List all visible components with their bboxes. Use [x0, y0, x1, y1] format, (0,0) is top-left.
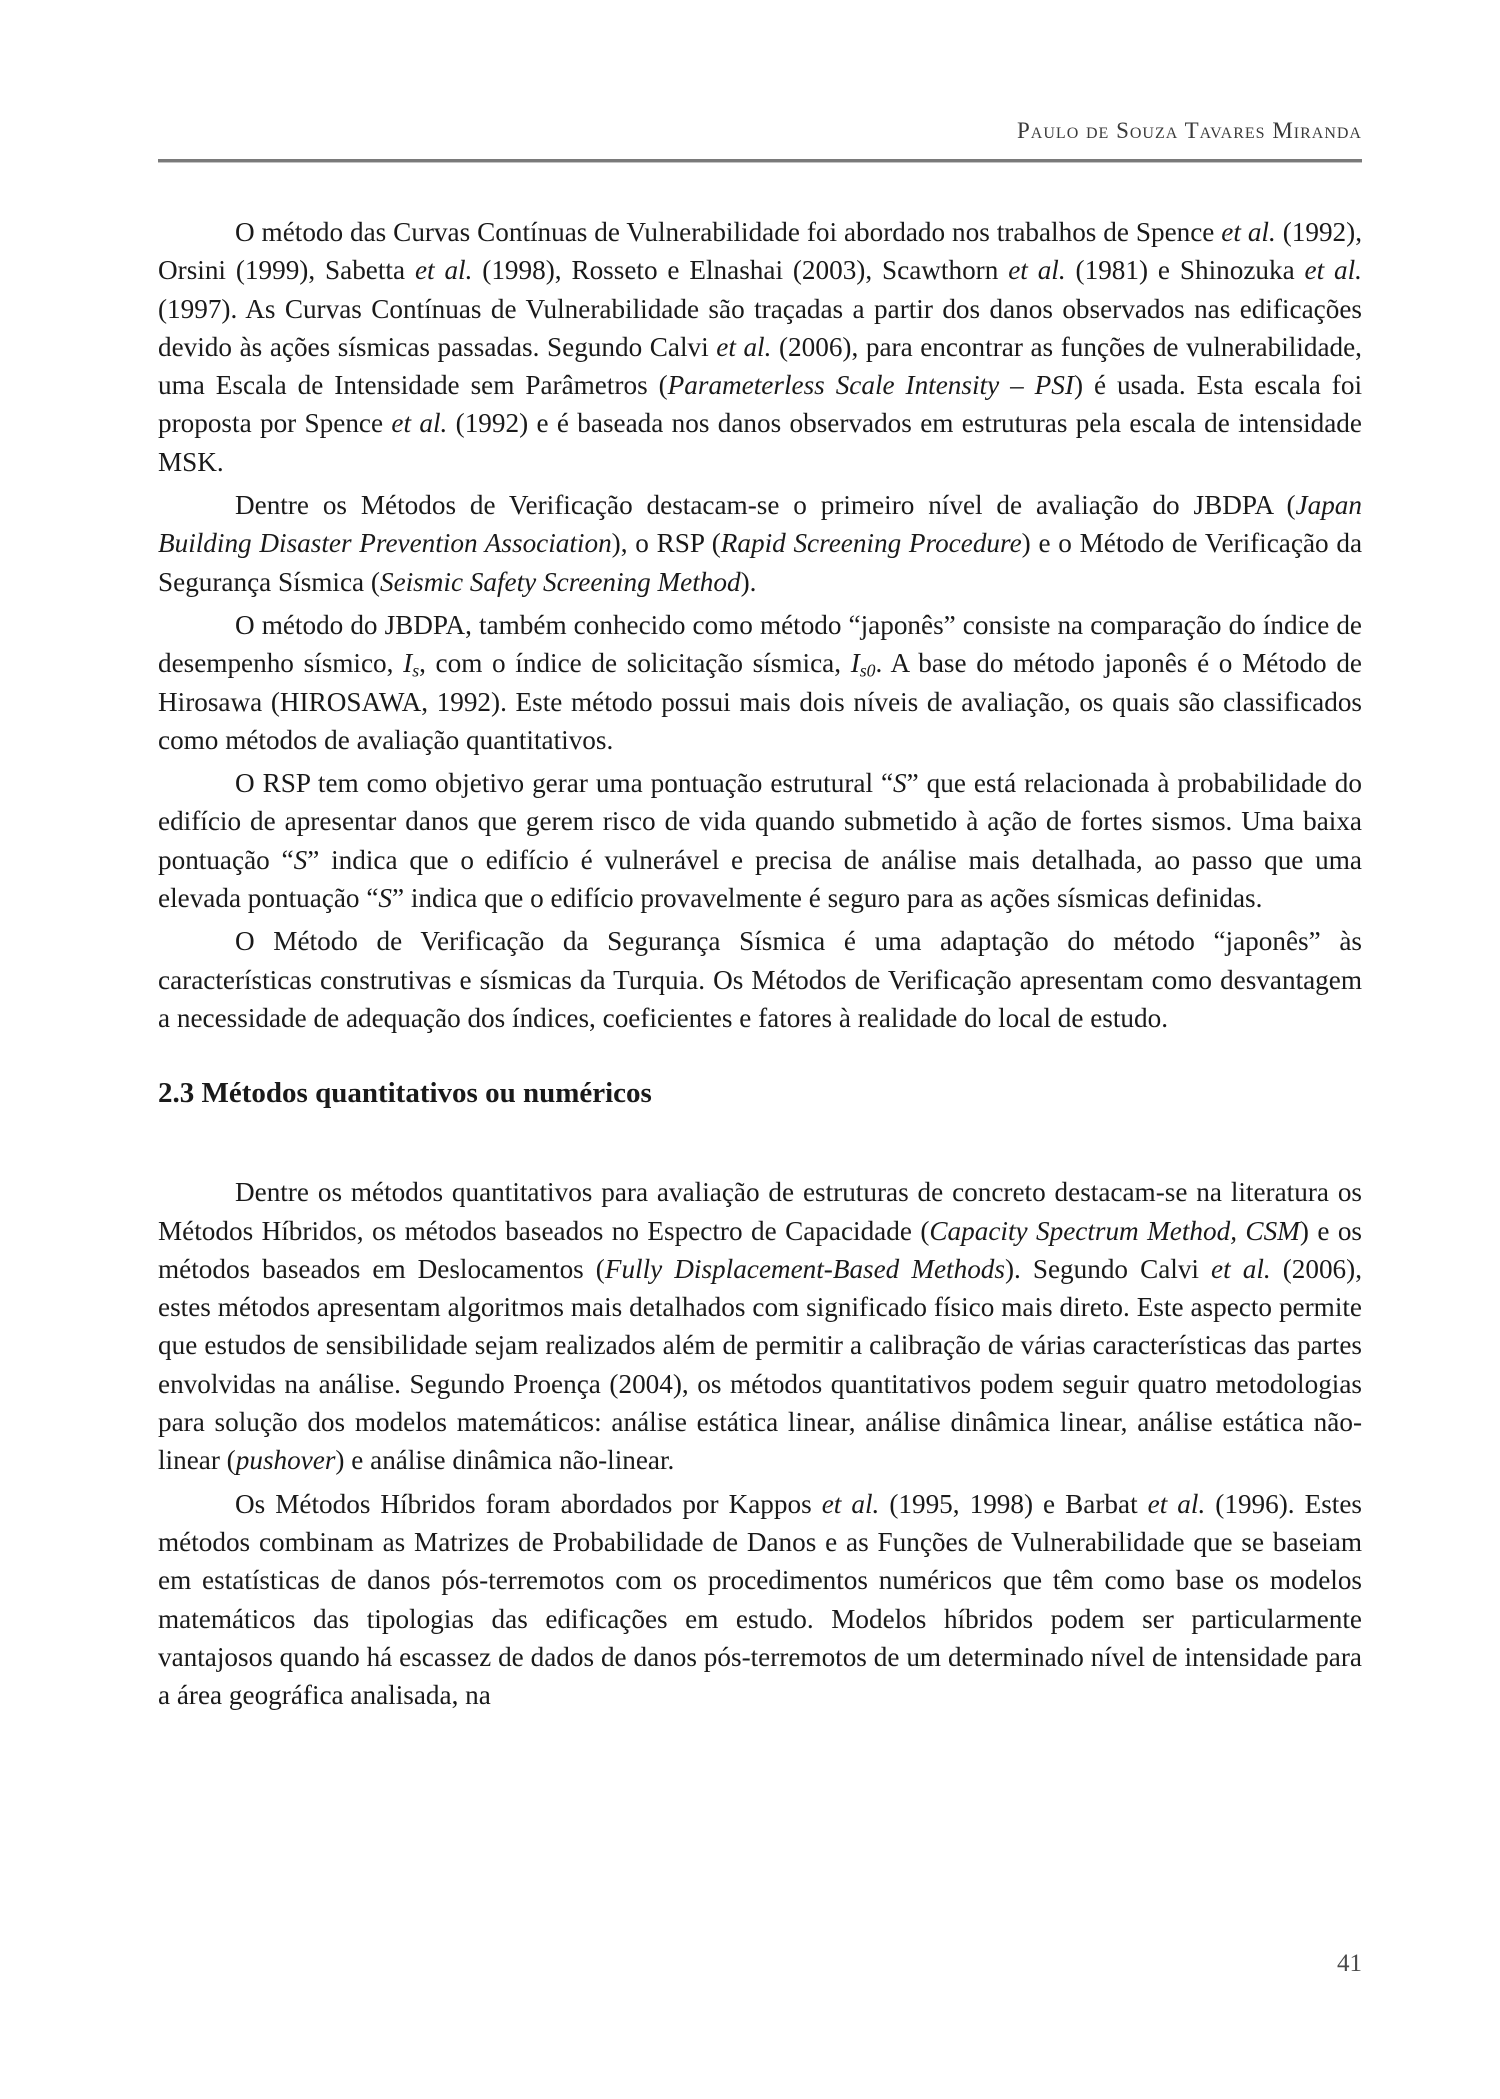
paragraph: O Método de Verificação da Segurança Sísmica é uma adaptação do método “japonês” às características construtivas e sísmicas da Turquia. Os Métodos de Verificação apresentam como desvantagem a necessidade de adequação dos índices, coeficientes e fatores à realidade do local de estudo.: [158, 926, 1362, 1033]
paragraph: Os Métodos Híbridos foram abordados por Kappos et al. (1995, 1998) e Barbat et al. (1996). Estes métodos combinam as Matrizes de Probabilidade de Danos e as Funções de Vulnerabilidade que se baseiam em estatísticas de danos pós-terremotos com os procedimentos numéricos que têm como base os modelos matemáticos das tipologias das edificações em estudo. Modelos híbridos podem ser particularmente vantajosos quando há escassez de dados de danos pós-terremotos de um determinado nível de intensidade para a área geográfica analisada, na: [158, 1488, 1362, 1711]
paragraph: Dentre os Métodos de Verificação destacam-se o primeiro nível de avaliação do JBDPA (Japan Building Disaster Prevention Association), o RSP (Rapid Screening Procedure) e o Método de Verificação da Segurança Sísmica (Seismic Safety Screening Method).: [158, 490, 1363, 597]
body-text: [158, 213, 1362, 1719]
paragraph: O método do JBDPA, também conhecido como método “japonês” consiste na comparação do índice de desempenho sísmico, $I_s$, com o índice de solicitação sísmica, $I_{s0}$. A base do método japonês é o Método de Hirosawa (HIROSAWA, 1992). Este método possui mais dois níveis de avaliação, os quais são classificados como métodos de avaliação quantitativos.: [158, 609, 1362, 755]
section-heading: 2.3 Métodos quantitativos ou numéricos: [158, 1077, 652, 1110]
running-head-author: Paulo de Souza Tavares Miranda: [1017, 118, 1362, 143]
paragraph: Dentre os métodos quantitativos para avaliação de estruturas de concreto destacam-se na literatura os Métodos Híbridos, os métodos baseados no Espectro de Capacidade (Capacity Spectrum Method, CSM) e os métodos baseados em Deslocamentos (Fully Displacement-Based Methods). Segundo Calvi et al. (2006), estes métodos apresentam algoritmos mais detalhados com significado físico mais direto. Este aspecto permite que estudos de sensibilidade sejam realizados além de permitir a calibração de várias características das partes envolvidas na análise. Segundo Proença (2004), os métodos quantitativos podem seguir quatro metodologias para solução dos modelos matemáticos: análise estática linear, análise dinâmica linear, análise estática não-linear (pushover) e análise dinâmica não-linear.: [158, 1177, 1363, 1476]
page-number: 41: [1337, 1950, 1362, 1977]
paragraph: O método das Curvas Contínuas de Vulnerabilidade foi abordado nos trabalhos de Spence et al. (1992), Orsini (1999), Sabetta et al. (1998), Rosseto e Elnashai (2003), Scawthorn et al. (1981) e Shinozuka et al. (1997). As Curvas Contínuas de Vulnerabilidade são traçadas a partir dos danos observados nas edificações devido às ações sísmicas passadas. Segundo Calvi et al. (2006), para encontrar as funções de vulnerabilidade, uma Escala de Intensidade sem Parâmetros (Parameterless Scale Intensity – PSI) é usada. Esta escala foi proposta por Spence et al. (1992) e é baseada nos danos observados em estruturas pela escala de intensidade MSK.: [158, 217, 1362, 477]
paragraph: O RSP tem como objetivo gerar uma pontuação estrutural “S” que está relacionada à probabilidade do edifício de apresentar danos que gerem risco de vida quando submetido à ação de fortes sismos. Uma baixa pontuação “S” indica que o edifício é vulnerável e precisa de análise mais detalhada, ao passo que uma elevada pontuação “S” indica que o edifício provavelmente é seguro para as ações sísmicas definidas.: [158, 768, 1362, 914]
header-rule-divider: [158, 159, 1362, 163]
